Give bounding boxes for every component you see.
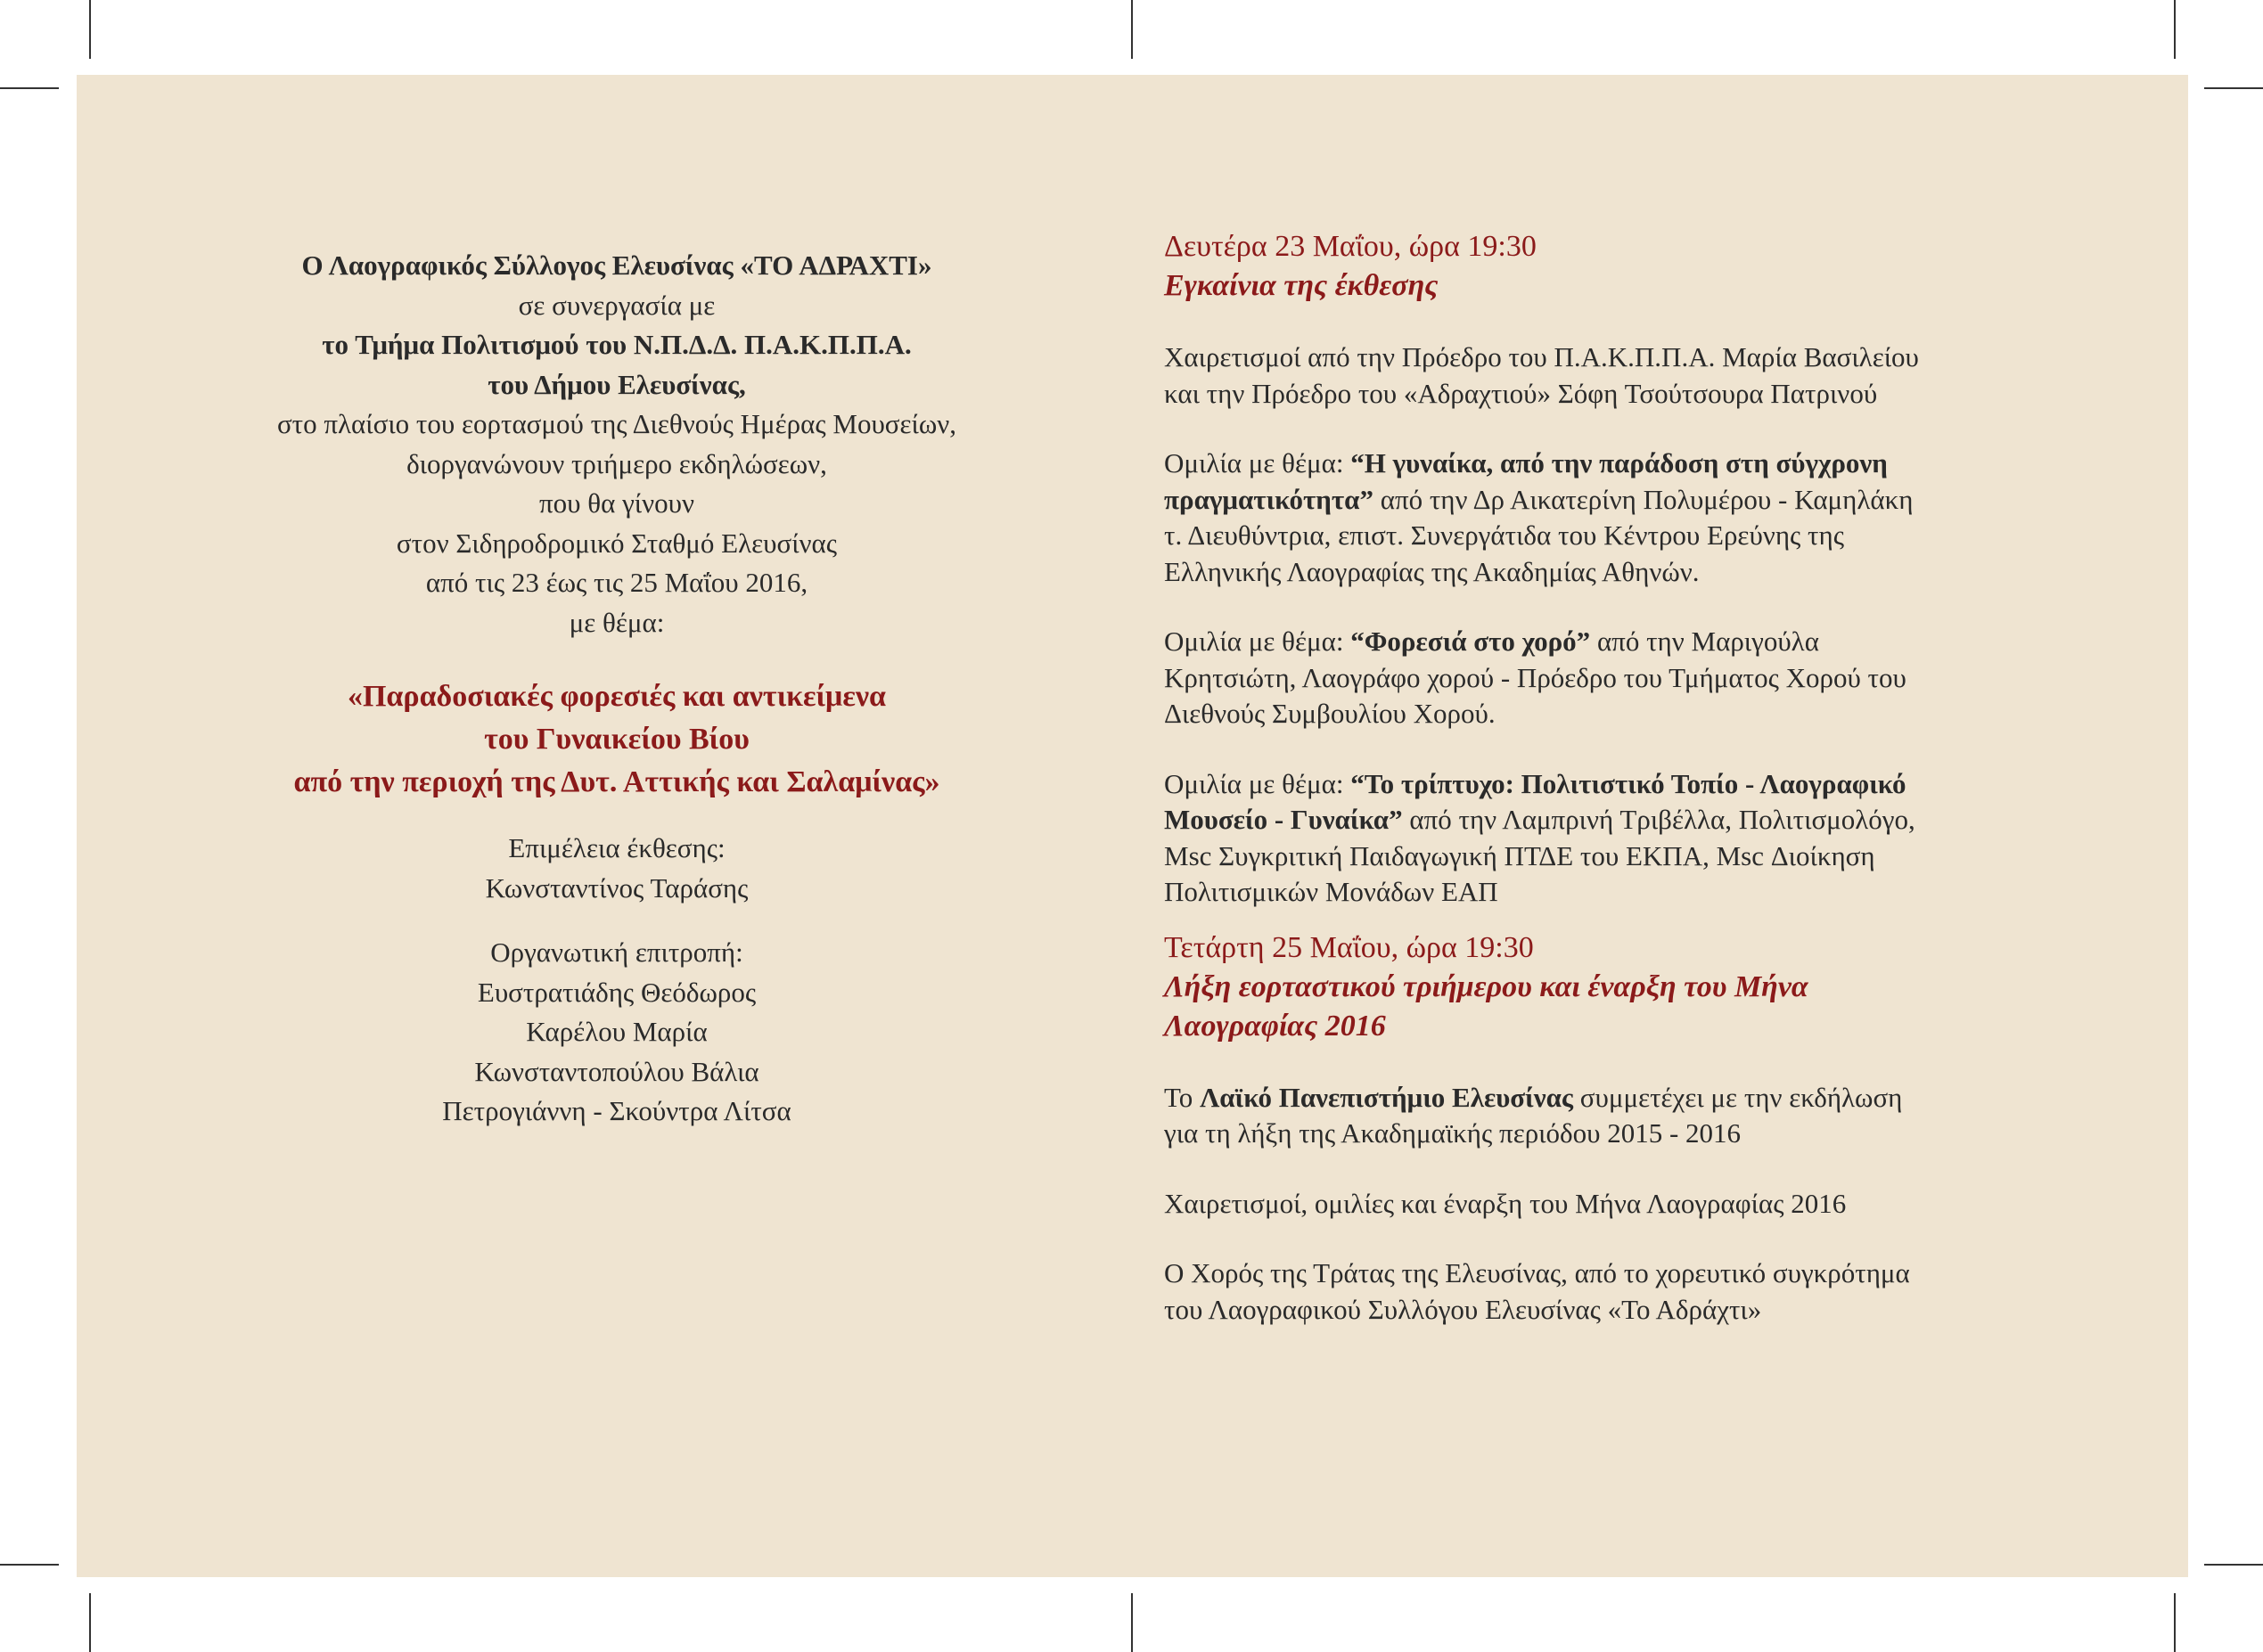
greetings-3: Χαιρετισμοί, ομιλίες και έναρξη του Μήνα Λαογραφίας 2016 [1164,1187,1847,1219]
day3-heading: Τετάρτη 25 Μαΐου, ώρα 19:30 [1164,930,1534,964]
day3-subtitle-line-1: Λήξη εορταστικού τριήμερου και έναρξη του Μήνα [1164,969,1808,1003]
crop-mark [89,0,91,59]
day3-subtitle-line-2: Λαογραφίας 2016 [1164,1009,1386,1043]
venue-text: στον Σιδηροδρομικό Σταθμό Ελευσίνας [396,527,838,559]
committee-member: Καρέλου Μαρία [526,1016,708,1047]
cooperation-text: σε συνεργασία με [518,289,716,321]
theme-intro: με θέμα: [569,606,665,638]
exhibition-title-line-3: από την περιοχή της Δυτ. Αττικής και Σαλαμίνας» [293,765,940,798]
day1-subtitle: Εγκαίνια της έκθεσης [1164,269,1439,302]
crop-mark [0,87,59,89]
curation-label: Επιμέλεια έκθεσης: [508,832,726,863]
organize-text: διοργανώνουν τριήμερο εκδηλώσεων, [406,447,827,479]
crop-mark [1131,1593,1133,1652]
municipality-name: του Δήμου Ελευσίνας, [488,368,746,400]
committee-member: Κωνσταντοπούλου Βάλια [474,1055,759,1087]
right-panel [1164,227,2082,1328]
curator-name: Κωνσταντίνος Ταράσης [485,871,749,904]
crop-mark [89,1593,91,1652]
dance-performance: Ο Χορός της Τράτας της Ελευσίνας, από το χορευτικό συγκρότημα του Λαογραφικού Συλλόγου Ελευσίνας «Το Αδράχτι» [1164,1257,1910,1325]
talk-3: Ομιλία με θέμα: “Το τρίπτυχο: Πολιτιστικό Τοπίο - Λαογραφικό Μουσείο - Γυναίκα” από την Λαμπρινή Τριβέλλα, Πολιτισμολόγο, Msc Συγκριτική Παιδαγωγική ΠΤΔΕ του ΕΚΠΑ, Msc Διοίκηση Πολιτισμικών Μονάδων ΕΑΠ [1164,767,1915,907]
crop-mark [2204,87,2263,89]
crop-mark [2174,0,2176,59]
department-name: το Τμήμα Πολιτισμού του Ν.Π.Δ.Δ. Π.Α.Κ.Π.Π.Α. [322,329,912,360]
committee-member: Πετρογιάννη - Σκούντρα Λίτσα [442,1095,791,1126]
organizer-name: Ο Λαογραφικός Σύλλογος Ελευσίνας «ΤΟ ΑΔΡΑΧΤΙ» [301,249,932,281]
university-participation: Το Λαϊκό Πανεπιστήμιο Ελευσίνας συμμετέχει με την εκδήλωση για τη λήξη της Ακαδημαϊκής περιόδου 2015 - 2016 [1164,1081,1903,1149]
exhibition-title-line-2: του Γυναικείου Βίου [484,723,750,756]
will-take-place-text: που θα γίνουν [538,487,694,519]
talk-1: Ομιλία με θέμα: “Η γυναίκα, από την παράδοση στη σύγχρονη πραγματικότητα” από την Δρ Αικατερίνη Πολυμέρου - Καμηλάκη τ. Διευθύντρια, επιστ. Συνεργάτιδα του Κέντρου Ερεύνης της Ελληνικής Λαογραφίας της Ακαδημίας Αθηνών. [1164,447,1914,587]
context-text: στο πλαίσιο του εορτασμού της Διεθνούς Ημέρας Μουσείων, [276,408,957,439]
committee-member: Ευστρατιάδης Θεόδωρος [477,976,757,1008]
talk-2: Ομιλία με θέμα: “Φορεσιά στο χορό” από την Μαριγούλα Κρητσιώτη, Λαογράφο χορού - Πρόεδρο του Τμήματος Χορού του Διεθνούς Συμβουλίου Χορού. [1164,626,1906,729]
left-panel [166,246,1068,1132]
crop-mark [2174,1593,2176,1652]
crop-mark [2204,1564,2263,1566]
dates-text: από τις 23 έως τις 25 Μαΐου 2016, [425,567,808,598]
day1-heading: Δευτέρα 23 Μαΐου, ώρα 19:30 [1164,230,1537,263]
crop-mark [0,1564,59,1566]
exhibition-title-line-1: «Παραδοσιακές φορεσιές και αντικείμενα [347,680,887,713]
greetings-1: Χαιρετισμοί από την Πρόεδρο του Π.Α.Κ.Π.Π.Α. Μαρία Βασιλείου και την Πρόεδρο του «Αδραχτιού» Σόφη Τσούτσουρα Πατρινού [1164,341,1919,409]
crop-mark [1131,0,1133,59]
committee-label: Οργανωτική επιτροπή: [490,936,743,968]
